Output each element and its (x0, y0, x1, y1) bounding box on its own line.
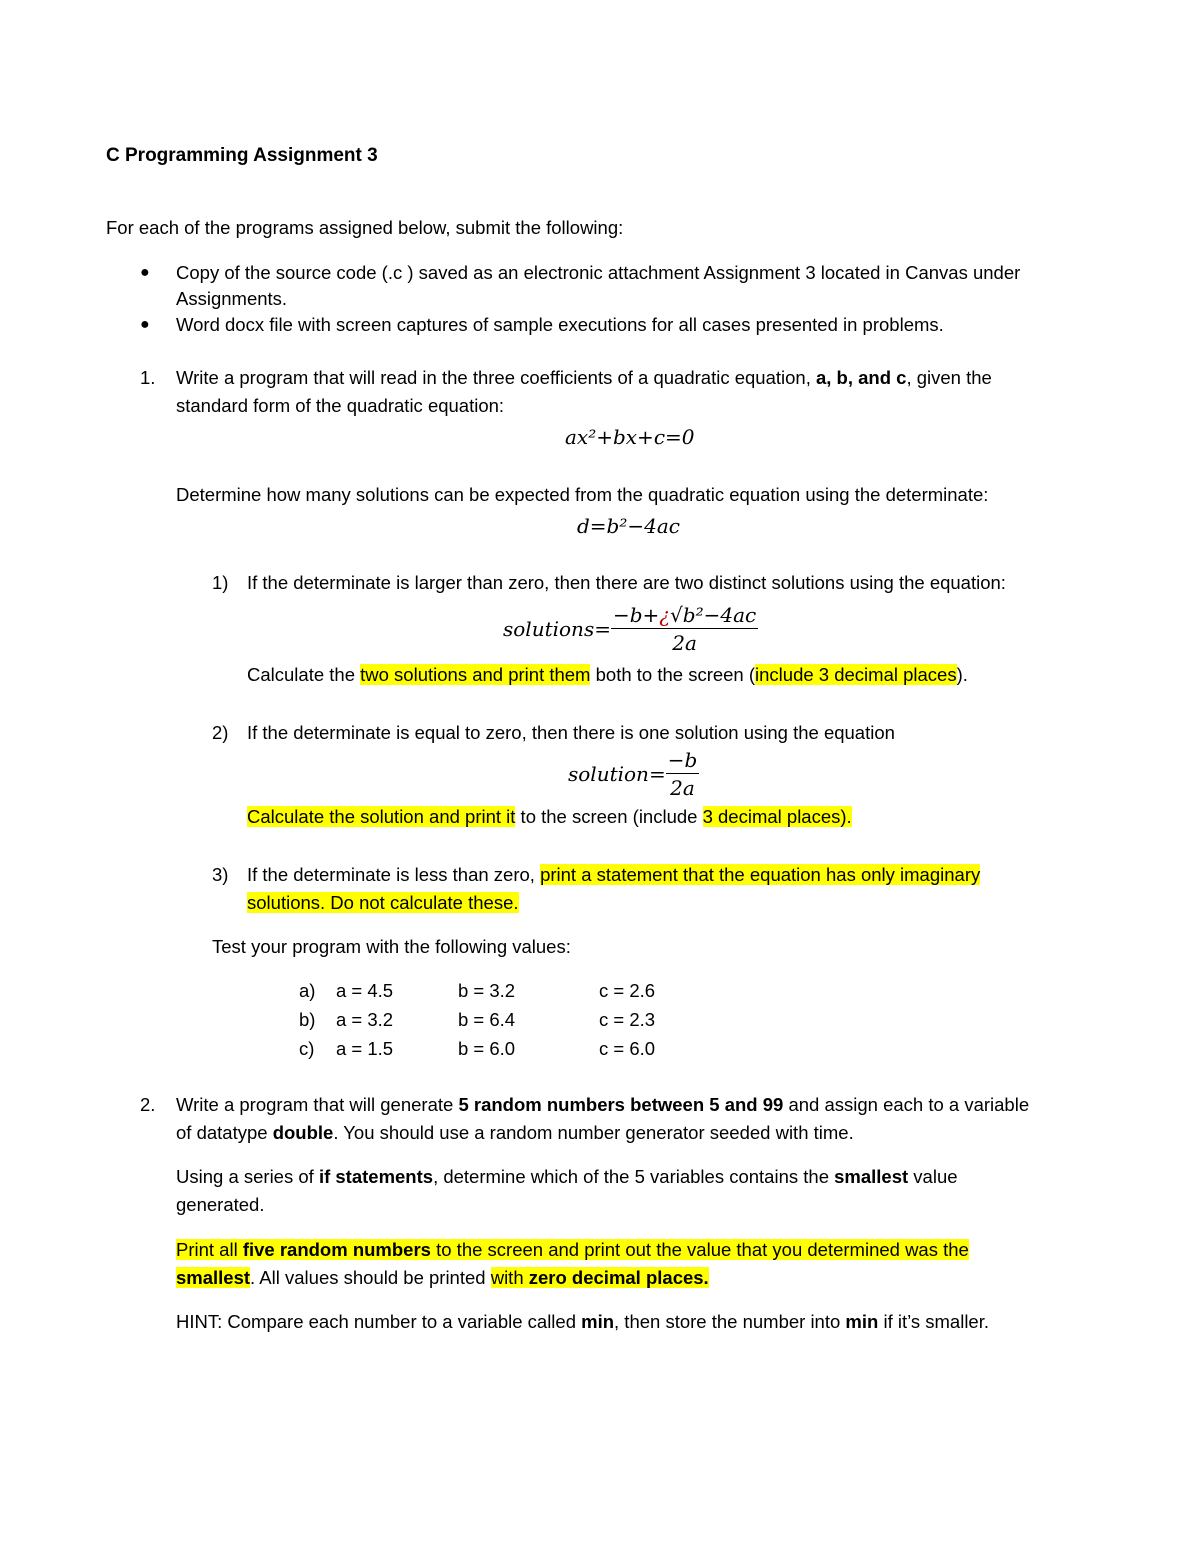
test-b: b = 3.2 (458, 980, 516, 1001)
case-number: 1) (212, 572, 229, 593)
problem-2-line-1: Write a program that will generate 5 random numbers between 5 and 99 and assign each to a variable (176, 1094, 1030, 1115)
test-b: b = 6.0 (458, 1038, 516, 1059)
problem-2-line-2: of datatype double. You should use a random number generator seeded with time. (176, 1122, 854, 1143)
test-b: b = 6.4 (458, 1009, 516, 1030)
test-c: c = 2.6 (599, 980, 656, 1001)
problem-2-line-6: smallest. All values should be printed with zero decimal places. (176, 1267, 709, 1288)
problem-2-line-4: generated. (176, 1194, 265, 1215)
bullet-item: Copy of the source code (.c ) saved as an electronic attachment Assignment 3 located in Canvas under (176, 262, 1021, 283)
quadratic-equation: ax²+bx+c=0 (565, 425, 695, 449)
problem-1-line-1: Write a program that will read in the three coefficients of a quadratic equation, a, b, and c, given the (176, 367, 992, 388)
test-label: b) (299, 1009, 316, 1030)
problem-number: 1. (140, 367, 156, 388)
case-2-calc: Calculate the solution and print it to the screen (include 3 decimal places). (247, 806, 852, 827)
case-3-text: If the determinate is less than zero, print a statement that the equation has only imaginary (247, 864, 981, 885)
bullet-item: Word docx file with screen captures of sample executions for all cases presented in problems. (176, 314, 944, 335)
case-number: 2) (212, 722, 229, 743)
problem-2-hint: HINT: Compare each number to a variable called min, then store the number into min if it’s smaller. (176, 1311, 989, 1332)
case-number: 3) (212, 864, 229, 885)
bullet-icon: ● (140, 264, 150, 281)
test-a: a = 4.5 (336, 980, 394, 1001)
case-1-text: If the determinate is larger than zero, then there are two distinct solutions using the equation: (247, 572, 1006, 593)
case-2-text: If the determinate is equal to zero, then there is one solution using the equation (247, 722, 895, 743)
determinant-equation: d=b²−4ac (577, 514, 680, 538)
test-c: c = 2.3 (599, 1009, 656, 1030)
bullet-item-cont: Assignments. (176, 288, 288, 309)
problem-2-line-3: Using a series of if statements, determine which of the 5 variables contains the smallest value (176, 1166, 958, 1187)
test-a: a = 1.5 (336, 1038, 394, 1059)
test-c: c = 6.0 (599, 1038, 656, 1059)
case-1-calc: Calculate the two solutions and print them both to the screen (include 3 decimal places). (247, 664, 968, 685)
intro-text: For each of the programs assigned below, submit the following: (106, 217, 624, 238)
test-label: c) (299, 1038, 315, 1059)
two-solutions-formula: solutions= $\frac{\text{−b+¿√b²−4ac}}{2a}$ (503, 603, 757, 655)
problem-2-line-5: Print all five random numbers to the screen and print out the value that you determined was the (176, 1239, 969, 1260)
problem-number: 2. (140, 1094, 156, 1115)
case-3-text-cont: solutions. Do not calculate these. (247, 892, 519, 913)
problem-1-line-2: standard form of the quadratic equation: (176, 395, 505, 416)
determine-text: Determine how many solutions can be expected from the quadratic equation using the determinate: (176, 484, 989, 505)
one-solution-formula: solution= $\frac{-b}{2a}$ (568, 748, 698, 800)
test-label: a) (299, 980, 316, 1001)
test-a: a = 3.2 (336, 1009, 394, 1030)
bullet-icon: ● (140, 316, 150, 333)
test-intro: Test your program with the following values: (212, 936, 571, 957)
page-title: C Programming Assignment 3 (106, 145, 378, 166)
